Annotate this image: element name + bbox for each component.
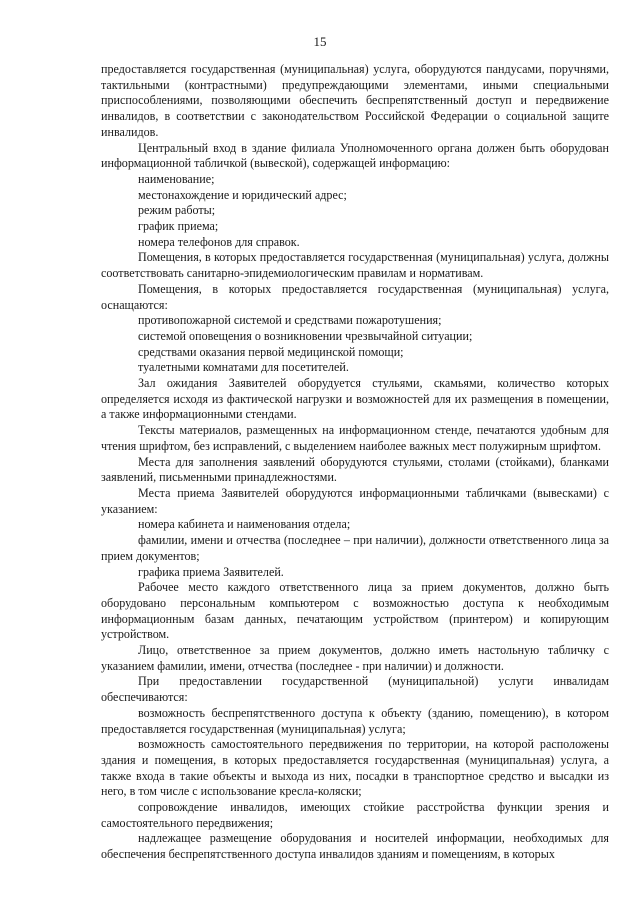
list-item: туалетными комнатами для посетителей. <box>138 360 349 375</box>
paragraph: предоставляется государственная (муниципальная) услуга, оборудуются пандусами, поручнями, тактильными (контрастными) предупреждающими элементами, иными специальными приспособлениями, позволяющими обеспечить беспрепятственный доступ и передвижение инвалидов, в соответствии с законодательством Российской Федерации о социальной защите инвалидов. <box>101 62 609 139</box>
paragraph: Лицо, ответственное за прием документов, должно иметь настольную табличку с указанием фамилии, имени, отчества (последнее - при наличии) и должности. <box>101 643 609 673</box>
paragraph: Места для заполнения заявлений оборудуются стульями, столами (стойками), бланками заявлений, письменными принадлежностями. <box>101 454 609 485</box>
paragraph: возможность самостоятельного передвижения по территории, на которой расположены здания и помещения, в которых предоставляется государственная (муниципальная) услуга, а также входа в такие объекты и выхода из них, посадки в транспортное средство и высадки из него, в том числе с использование кресла-коляски; <box>101 737 609 799</box>
list-item: местонахождение и юридический адрес; <box>138 187 347 202</box>
paragraph: фамилии, имени и отчества (последнее – при наличии), должности ответственного лица за прием документов; <box>101 533 609 563</box>
list-item: наименование; <box>138 171 215 186</box>
list-item: средствами оказания первой медицинской помощи; <box>138 344 404 359</box>
list-item: противопожарной системой и средствами пожаротушения; <box>138 313 442 328</box>
list-item: системой оповещения о возникновении чрезвычайной ситуации; <box>138 328 473 343</box>
paragraph: Центральный вход в здание филиала Уполномоченного органа должен быть оборудован информационной табличкой (вывеской), содержащей информацию: <box>101 140 609 171</box>
list-item: график приема; <box>138 219 219 234</box>
paragraph: сопровождение инвалидов, имеющих стойкие расстройства функции зрения и самостоятельного передвижения; <box>101 800 609 830</box>
document-body <box>101 62 609 863</box>
list-item: режим работы; <box>138 203 216 218</box>
paragraph: Рабочее место каждого ответственного лица за прием документов, должно быть оборудовано персональным компьютером с возможностью доступа к необходимым информационным базам данных, печатающим устройством (принтером) и копирующим устройством. <box>101 580 609 642</box>
paragraph: Зал ожидания Заявителей оборудуется стульями, скамьями, количество которых определяется исходя из фактической нагрузки и возможностей для их размещения в помещении, а также информационными стендами. <box>101 376 609 422</box>
paragraph: Тексты материалов, размещенных на информационном стенде, печатаются удобным для чтения шрифтом, без исправлений, с выделением наиболее важных мест полужирным шрифтом. <box>101 423 609 453</box>
paragraph: надлежащее размещение оборудования и носителей информации, необходимых для обеспечения беспрепятственного доступа инвалидов зданиям и помещениям, в которых <box>101 831 609 862</box>
list-item: номера телефонов для справок. <box>138 234 300 249</box>
paragraph: графика приема Заявителей. <box>138 564 284 579</box>
paragraph: номера кабинета и наименования отдела; <box>138 517 351 532</box>
page-number: 15 <box>313 34 327 49</box>
paragraph: Помещения, в которых предоставляется государственная (муниципальная) услуга, должны соответствовать санитарно-эпидемиологическим правилам и нормативам. <box>101 250 609 281</box>
paragraph: возможность беспрепятственного доступа к объекту (зданию, помещению), в котором предоставляется государственная (муниципальная) услуга; <box>101 705 609 736</box>
paragraph: Помещения, в которых предоставляется государственная (муниципальная) услуга, оснащаются: <box>101 281 609 312</box>
paragraph: Места приема Заявителей оборудуются информационными табличками (вывесками) с указанием: <box>101 485 609 516</box>
paragraph: При предоставлении государственной (муниципальной) услуги инвалидам обеспечиваются: <box>101 674 609 705</box>
